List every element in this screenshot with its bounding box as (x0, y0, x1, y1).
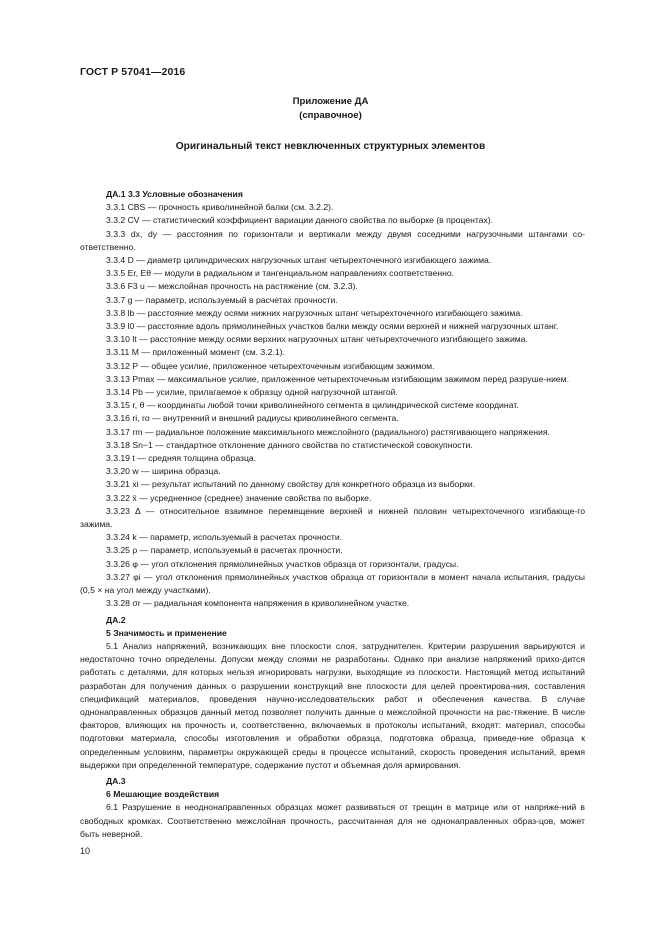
symbol-item: 3.3.19 t — средняя толщина образца. (106, 453, 257, 464)
symbol-item: 3.3.22 x̄ — усредненное (среднее) значение свойства по выборке. (106, 492, 372, 503)
symbol-item: 3.3.3 dx, dy — расстояния по горизонтали и вертикали между двумя соседними нагрузочными штангами со-ответственно. (80, 228, 585, 252)
section-da2-label: ДА.2 (106, 614, 126, 625)
symbol-item: 3.3.17 rm — радиальное положение максимального межслойного (радиального) растягивающего напряжения. (106, 426, 550, 437)
symbol-item: 3.3.15 r, θ — координаты любой точки криволинейного сегмента в цилиндрической системе координат. (106, 400, 519, 411)
symbol-item: 3.3.7 g — параметр, используемый в расчетах прочности. (106, 294, 338, 305)
section-da2-heading: 5 Значимость и применение (106, 627, 227, 638)
symbol-item: 3.3.6 F3 u — межслойная прочность на растяжение (см. 3.2.3). (106, 281, 358, 292)
symbol-item: 3.3.4 D — диаметр цилиндрических нагрузочных штанг четырехточечного изгибающего зажима. (106, 255, 492, 266)
symbol-item: 3.3.16 ri, ro — внутренний и внешний радиусы криволинейного сегмента. (106, 413, 399, 424)
symbol-item: 3.3.24 k — параметр, используемый в расчетах прочности. (106, 532, 343, 543)
section-da1-heading: ДА.1 3.3 Условные обозначения (106, 189, 243, 199)
symbol-item: 3.3.9 l0 — расстояние вдоль прямолинейных участков балки между осями верхней и нижней нагрузочных штанг. (106, 321, 559, 332)
symbols-list (80, 201, 585, 610)
symbol-item: 3.3.10 lt — расстояние между осями верхних нагрузочных штанг четырехточечного изгибающего зажима. (106, 334, 528, 345)
symbol-item: 3.3.8 lb — расстояние между осями нижних нагрузочных штанг четырехточечного изгибающего зажима. (106, 307, 523, 318)
document-id: ГОСТ Р 57041—2016 (80, 66, 186, 78)
symbol-item: 3.3.2 CV — статистический коэффициент вариации данного свойства по выборке (в процентах). (106, 215, 494, 226)
symbol-item: 3.3.28 σr — радиальная компонента напряжения в криволинейном участке. (106, 598, 410, 609)
page-number: 10 (80, 846, 91, 856)
section-da3-heading: 6 Мешающие воздействия (106, 789, 220, 800)
annex-title: Приложение ДА (292, 96, 369, 107)
symbol-item: 3.3.23 Δ — относительное взаимное перемещение верхней и нижней половин четырехточечного изгибающе-го зажима. (80, 505, 585, 530)
main-title: Оригинальный текст невключенных структурных элементов (175, 141, 486, 152)
symbol-item: 3.3.21 xi — результат испытаний по данному свойству для конкретного образца из выборки. (106, 479, 476, 490)
symbol-item: 3.3.12 P — общее усилие, приложенное четырехточечным изгибающим зажимом. (106, 360, 435, 371)
symbol-item: 3.3.13 Pmax — максимальное усилие, приложенное четырехточечным изгибающим зажимом перед разруше-нием. (106, 373, 570, 384)
symbol-item: 3.3.11 M — приложенный момент (см. 3.2.1). (106, 347, 285, 358)
symbol-item: 3.3.5 Er, Eθ — модули в радиальном и тангенциальном направлениях соответственно. (106, 268, 455, 279)
symbol-item: 3.3.25 ρ — параметр, используемый в расчетах прочности. (106, 545, 343, 556)
document-body (80, 188, 585, 841)
symbol-item: 3.3.14 Pb — усилие, прилагаемое к образцу одной нагрузочной штангой. (106, 387, 398, 398)
symbol-item: 3.3.27 φi — угол отклонения прямолинейных участков образца от горизонтали в момент начала испытания, градусы (0,5 × на угол между участками). (80, 571, 585, 596)
symbol-item: 3.3.18 Sn−1 — стандартное отклонение данного свойства по статистической совокупности. (106, 439, 473, 450)
section-da3-paragraph: 6.1 Разрушение в неоднонаправленных образцах может развиваться от трещин в матрице или от напряже-ний в свободных кромках. Соответственно межслойная прочность, рассчитанная для не однонаправленных образ-цов, может быть неверной. (80, 802, 585, 839)
section-da3-label: ДА.3 (106, 775, 126, 786)
symbol-item: 3.3.26 φ — угол отклонения прямолинейных участков образца от горизонтали, градусы. (106, 558, 459, 569)
section-da2-paragraph: 5.1 Анализ напряжений, возникающих вне плоскости слоя, затруднителен. Критерии разрушения варьируются и недостаточно точно определены. Допуски между слоями не разработаны. Однако при анализе напряжений прихо-дится работать с деталями, для которых нельзя игнорировать нагрузки, выходящие из плоскости. Настоящий метод испытаний разработан для получения данных о разрушении конструкций вне плоскости для целей проектирова-ния, составления спецификаций материалов, проведения научно-исследовательских работ и обеспечения качества. В случае однонаправленных образцов данный метод позволяет получить данные о межслойной прочности на рас-тяжение. В числе факторов, влияющих на прочность и, соответственно, включаемых в протоколы испытаний, входят: материал, способы подготовки материала, способы изготовления и обработки образца, подготовка образца, приведе-ние образца к определенным условиям, параметры окружающей среды в процессе испытаний, скорость проведения испытаний, время выдержки при определенной температуре, содержание пустот и объемная доля армирования. (80, 640, 585, 770)
annex-subtitle: (справочное) (299, 110, 362, 121)
symbol-item: 3.3.20 w — ширина образца. (106, 466, 221, 477)
symbol-item: 3.3.1 CBS — прочность криволинейной балки (см. 3.2.2). (106, 202, 334, 213)
